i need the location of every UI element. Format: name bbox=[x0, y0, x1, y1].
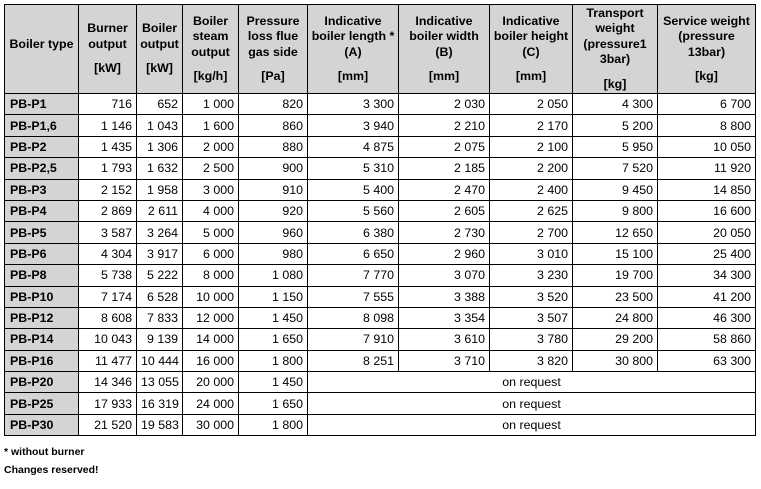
value-cell: 12 000 bbox=[183, 307, 239, 328]
header-label: Boiler steam output bbox=[191, 13, 230, 59]
value-cell: 7 770 bbox=[308, 265, 399, 286]
value-cell: 1 450 bbox=[239, 307, 308, 328]
value-cell: 3 070 bbox=[399, 265, 490, 286]
header-boiler-output bbox=[137, 5, 183, 94]
value-cell: 21 520 bbox=[79, 414, 137, 435]
value-cell: 4 300 bbox=[573, 94, 658, 115]
header-label: Indicative boiler height (C) bbox=[493, 13, 569, 59]
value-cell: 1 150 bbox=[239, 286, 308, 307]
value-cell: 900 bbox=[239, 158, 308, 179]
header-height bbox=[490, 5, 573, 94]
value-cell: 3 264 bbox=[137, 222, 183, 243]
value-cell: 9 139 bbox=[137, 329, 183, 350]
value-cell: 3 388 bbox=[399, 286, 490, 307]
boiler-type-cell: PB-P6 bbox=[5, 243, 79, 264]
table-row bbox=[5, 158, 756, 179]
value-cell: 4 875 bbox=[308, 136, 399, 157]
value-cell: 2 200 bbox=[490, 158, 573, 179]
value-cell: 3 587 bbox=[79, 222, 137, 243]
on-request-note: on request bbox=[308, 414, 756, 435]
value-cell: 30 000 bbox=[183, 414, 239, 435]
value-cell: 30 800 bbox=[573, 350, 658, 371]
value-cell: 3 710 bbox=[399, 350, 490, 371]
value-cell: 9 450 bbox=[573, 179, 658, 200]
value-cell: 2 869 bbox=[79, 200, 137, 221]
table-body bbox=[5, 94, 756, 436]
boiler-type-cell: PB-P16 bbox=[5, 350, 79, 371]
header-unit: [mm] bbox=[428, 69, 460, 83]
header-unit: [mm] bbox=[515, 69, 547, 83]
table-row bbox=[5, 393, 756, 414]
value-cell: 5 222 bbox=[137, 265, 183, 286]
value-cell: 63 300 bbox=[658, 350, 756, 371]
value-cell: 2 075 bbox=[399, 136, 490, 157]
header-steam-output bbox=[183, 5, 239, 94]
value-cell: 14 850 bbox=[658, 179, 756, 200]
value-cell: 3 000 bbox=[183, 179, 239, 200]
value-cell: 11 477 bbox=[79, 350, 137, 371]
value-cell: 1 650 bbox=[239, 393, 308, 414]
value-cell: 2 100 bbox=[490, 136, 573, 157]
value-cell: 7 555 bbox=[308, 286, 399, 307]
header-unit: [kW] bbox=[146, 61, 173, 76]
value-cell: 910 bbox=[239, 179, 308, 200]
value-cell: 1 793 bbox=[79, 158, 137, 179]
value-cell: 2 185 bbox=[399, 158, 490, 179]
value-cell: 8 608 bbox=[79, 307, 137, 328]
value-cell: 46 300 bbox=[658, 307, 756, 328]
value-cell: 3 520 bbox=[490, 286, 573, 307]
value-cell: 3 940 bbox=[308, 115, 399, 136]
value-cell: 5 200 bbox=[573, 115, 658, 136]
value-cell: 19 700 bbox=[573, 265, 658, 286]
boiler-type-cell: PB-P20 bbox=[5, 372, 79, 393]
value-cell: 9 800 bbox=[573, 200, 658, 221]
value-cell: 29 200 bbox=[573, 329, 658, 350]
value-cell: 6 528 bbox=[137, 286, 183, 307]
header-transport-weight bbox=[573, 5, 658, 94]
boiler-type-cell: PB-P25 bbox=[5, 393, 79, 414]
value-cell: 6 000 bbox=[183, 243, 239, 264]
value-cell: 10 043 bbox=[79, 329, 137, 350]
value-cell: 16 000 bbox=[183, 350, 239, 371]
table-row bbox=[5, 115, 756, 136]
boiler-spec-table bbox=[4, 4, 756, 436]
boiler-type-cell: PB-P5 bbox=[5, 222, 79, 243]
value-cell: 8 800 bbox=[658, 115, 756, 136]
value-cell: 24 800 bbox=[573, 307, 658, 328]
table-row bbox=[5, 414, 756, 435]
value-cell: 2 470 bbox=[399, 179, 490, 200]
value-cell: 17 933 bbox=[79, 393, 137, 414]
value-cell: 3 780 bbox=[490, 329, 573, 350]
table-row bbox=[5, 286, 756, 307]
value-cell: 25 400 bbox=[658, 243, 756, 264]
value-cell: 1 000 bbox=[183, 94, 239, 115]
value-cell: 3 010 bbox=[490, 243, 573, 264]
value-cell: 16 319 bbox=[137, 393, 183, 414]
on-request-note: on request bbox=[308, 393, 756, 414]
value-cell: 2 611 bbox=[137, 200, 183, 221]
value-cell: 5 400 bbox=[308, 179, 399, 200]
header-unit: [kg/h] bbox=[193, 69, 228, 83]
header-unit: [kW] bbox=[94, 61, 121, 76]
value-cell: 6 380 bbox=[308, 222, 399, 243]
value-cell: 10 000 bbox=[183, 286, 239, 307]
value-cell: 2 500 bbox=[183, 158, 239, 179]
boiler-type-cell: PB-P4 bbox=[5, 200, 79, 221]
header-service-weight bbox=[658, 5, 756, 94]
value-cell: 860 bbox=[239, 115, 308, 136]
value-cell: 1 080 bbox=[239, 265, 308, 286]
value-cell: 1 650 bbox=[239, 329, 308, 350]
boiler-type-cell: PB-P14 bbox=[5, 329, 79, 350]
header-width bbox=[399, 5, 490, 94]
value-cell: 41 200 bbox=[658, 286, 756, 307]
table-row bbox=[5, 350, 756, 371]
value-cell: 23 500 bbox=[573, 286, 658, 307]
value-cell: 6 650 bbox=[308, 243, 399, 264]
value-cell: 4 000 bbox=[183, 200, 239, 221]
value-cell: 5 560 bbox=[308, 200, 399, 221]
header-row bbox=[5, 5, 756, 94]
value-cell: 2 960 bbox=[399, 243, 490, 264]
value-cell: 3 230 bbox=[490, 265, 573, 286]
value-cell: 11 920 bbox=[658, 158, 756, 179]
value-cell: 920 bbox=[239, 200, 308, 221]
value-cell: 5 738 bbox=[79, 265, 137, 286]
table-row bbox=[5, 179, 756, 200]
value-cell: 2 625 bbox=[490, 200, 573, 221]
boiler-type-cell: PB-P8 bbox=[5, 265, 79, 286]
header-label: Indicative boiler length * (A) bbox=[311, 13, 395, 59]
header-label: Boiler type bbox=[9, 36, 74, 51]
value-cell: 820 bbox=[239, 94, 308, 115]
boiler-type-cell: PB-P12 bbox=[5, 307, 79, 328]
value-cell: 2 210 bbox=[399, 115, 490, 136]
value-cell: 14 000 bbox=[183, 329, 239, 350]
header-label: Transport weight (pressure1 3bar) bbox=[583, 5, 647, 67]
value-cell: 880 bbox=[239, 136, 308, 157]
value-cell: 2 400 bbox=[490, 179, 573, 200]
value-cell: 6 700 bbox=[658, 94, 756, 115]
header-boiler-type bbox=[5, 5, 79, 94]
boiler-type-cell: PB-P2 bbox=[5, 136, 79, 157]
value-cell: 3 507 bbox=[490, 307, 573, 328]
value-cell: 960 bbox=[239, 222, 308, 243]
value-cell: 2 170 bbox=[490, 115, 573, 136]
header-label: Service weight (pressure 13bar) bbox=[663, 13, 750, 59]
value-cell: 7 910 bbox=[308, 329, 399, 350]
value-cell: 3 820 bbox=[490, 350, 573, 371]
value-cell: 14 346 bbox=[79, 372, 137, 393]
value-cell: 2 605 bbox=[399, 200, 490, 221]
value-cell: 2 030 bbox=[399, 94, 490, 115]
value-cell: 1 450 bbox=[239, 372, 308, 393]
value-cell: 24 000 bbox=[183, 393, 239, 414]
value-cell: 12 650 bbox=[573, 222, 658, 243]
value-cell: 980 bbox=[239, 243, 308, 264]
value-cell: 2 000 bbox=[183, 136, 239, 157]
header-burner-output bbox=[79, 5, 137, 94]
value-cell: 13 055 bbox=[137, 372, 183, 393]
value-cell: 2 730 bbox=[399, 222, 490, 243]
table-row bbox=[5, 265, 756, 286]
value-cell: 652 bbox=[137, 94, 183, 115]
boiler-type-cell: PB-P2,5 bbox=[5, 158, 79, 179]
header-label: Pressure loss flue gas side bbox=[246, 13, 300, 59]
value-cell: 10 444 bbox=[137, 350, 183, 371]
header-unit: [kg] bbox=[695, 69, 718, 83]
table-row bbox=[5, 222, 756, 243]
value-cell: 1 600 bbox=[183, 115, 239, 136]
value-cell: 1 043 bbox=[137, 115, 183, 136]
table-row bbox=[5, 372, 756, 393]
value-cell: 5 310 bbox=[308, 158, 399, 179]
value-cell: 20 050 bbox=[658, 222, 756, 243]
on-request-note: on request bbox=[308, 372, 756, 393]
header-unit: [Pa] bbox=[261, 69, 285, 83]
value-cell: 7 520 bbox=[573, 158, 658, 179]
header-label: Burner output bbox=[87, 21, 128, 51]
value-cell: 1 958 bbox=[137, 179, 183, 200]
value-cell: 1 632 bbox=[137, 158, 183, 179]
value-cell: 8 251 bbox=[308, 350, 399, 371]
value-cell: 3 917 bbox=[137, 243, 183, 264]
value-cell: 15 100 bbox=[573, 243, 658, 264]
value-cell: 716 bbox=[79, 94, 137, 115]
value-cell: 34 300 bbox=[658, 265, 756, 286]
header-label: Boiler output bbox=[140, 21, 179, 51]
value-cell: 4 304 bbox=[79, 243, 137, 264]
boiler-type-cell: PB-P1,6 bbox=[5, 115, 79, 136]
value-cell: 16 600 bbox=[658, 200, 756, 221]
header-label: Indicative boiler width (B) bbox=[409, 13, 479, 59]
value-cell: 5 000 bbox=[183, 222, 239, 243]
value-cell: 3 354 bbox=[399, 307, 490, 328]
value-cell: 1 800 bbox=[239, 414, 308, 435]
value-cell: 1 435 bbox=[79, 136, 137, 157]
value-cell: 7 174 bbox=[79, 286, 137, 307]
value-cell: 8 098 bbox=[308, 307, 399, 328]
value-cell: 1 146 bbox=[79, 115, 137, 136]
table-row bbox=[5, 136, 756, 157]
value-cell: 3 610 bbox=[399, 329, 490, 350]
header-length bbox=[308, 5, 399, 94]
value-cell: 2 050 bbox=[490, 94, 573, 115]
footnote-changes-reserved: Changes reserved! bbox=[4, 464, 99, 476]
table-row bbox=[5, 307, 756, 328]
header-pressure-loss bbox=[239, 5, 308, 94]
table-row bbox=[5, 94, 756, 115]
value-cell: 1 306 bbox=[137, 136, 183, 157]
value-cell: 1 800 bbox=[239, 350, 308, 371]
value-cell: 7 833 bbox=[137, 307, 183, 328]
table-row bbox=[5, 329, 756, 350]
value-cell: 19 583 bbox=[137, 414, 183, 435]
table-row bbox=[5, 243, 756, 264]
boiler-type-cell: PB-P10 bbox=[5, 286, 79, 307]
value-cell: 8 000 bbox=[183, 265, 239, 286]
boiler-type-cell: PB-P1 bbox=[5, 94, 79, 115]
value-cell: 5 950 bbox=[573, 136, 658, 157]
header-unit: [mm] bbox=[337, 69, 369, 83]
value-cell: 10 050 bbox=[658, 136, 756, 157]
boiler-type-cell: PB-P3 bbox=[5, 179, 79, 200]
value-cell: 3 300 bbox=[308, 94, 399, 115]
value-cell: 20 000 bbox=[183, 372, 239, 393]
footnote-without-burner: * without burner bbox=[4, 446, 85, 458]
boiler-type-cell: PB-P30 bbox=[5, 414, 79, 435]
table-row bbox=[5, 200, 756, 221]
value-cell: 2 700 bbox=[490, 222, 573, 243]
header-unit: [kg] bbox=[603, 76, 627, 91]
value-cell: 2 152 bbox=[79, 179, 137, 200]
value-cell: 58 860 bbox=[658, 329, 756, 350]
